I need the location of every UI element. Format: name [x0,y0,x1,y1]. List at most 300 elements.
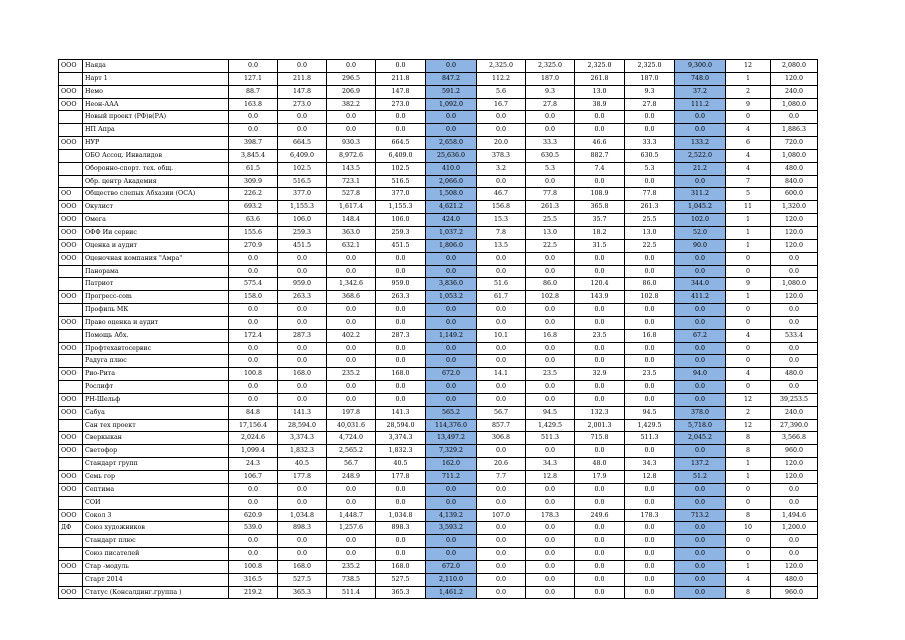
value-cell: 0.0 [376,393,426,406]
value-cell: 33.3 [526,137,575,150]
value-cell: 516.5 [376,175,426,188]
organization-name-cell: Сверкыкан [83,432,229,445]
org-type-cell: ООО [59,226,83,239]
org-type-cell [59,278,83,291]
value-cell: 0.0 [575,124,625,137]
value-cell: 106.0 [376,214,426,227]
org-type-cell [59,496,83,509]
value-cell: 0.0 [229,496,278,509]
value-cell: 7.4 [575,162,625,175]
value-cell: 0.0 [376,265,426,278]
value-cell: 7 [726,175,771,188]
value-cell: 0.0 [327,535,376,548]
table-row [59,214,818,227]
value-cell: 16.7 [477,98,526,111]
table-row [59,201,818,214]
value-cell: 0.0 [278,535,327,548]
value-cell: 0.0 [625,445,675,458]
value-cell: 0.0 [327,124,376,137]
value-cell: 0.0 [625,265,675,278]
value-cell: 6,409.0 [376,149,426,162]
value-cell: 0.0 [526,252,575,265]
table-row [59,239,818,252]
value-cell: 0.0 [625,496,675,509]
value-cell: 2 [726,406,771,419]
org-type-cell: ООО [59,483,83,496]
value-cell: 63.6 [229,214,278,227]
org-type-cell: ООО [59,586,83,599]
value-cell: 23.5 [575,329,625,342]
total-cell: 3,836.0 [426,278,477,291]
value-cell: 177.8 [278,471,327,484]
value-cell: 959.0 [278,278,327,291]
total-cell: 13,497.2 [426,432,477,445]
organization-name-cell: Помощь Абх. [83,329,229,342]
value-cell: 0.0 [376,381,426,394]
value-cell: 5 [726,188,771,201]
organization-name-cell: Омега [83,214,229,227]
value-cell: 23.5 [625,368,675,381]
value-cell: 527.8 [327,188,376,201]
value-cell: 46.7 [477,188,526,201]
total-cell: 137.2 [675,458,726,471]
value-cell: 34.3 [625,458,675,471]
total-cell: 0.0 [675,304,726,317]
org-type-cell: ООО [59,471,83,484]
value-cell: 1,080.0 [771,278,818,291]
table-row [59,175,818,188]
value-cell: 14.1 [477,368,526,381]
value-cell: 8 [726,445,771,458]
total-cell: 424.0 [426,214,477,227]
value-cell: 511.3 [526,432,575,445]
value-cell: 33.3 [625,137,675,150]
value-cell: 4 [726,368,771,381]
value-cell: 0.0 [575,548,625,561]
org-type-cell: ОО [59,188,83,201]
value-cell: 61.7 [477,291,526,304]
value-cell: 259.3 [278,226,327,239]
organization-name-cell: НУР [83,137,229,150]
total-cell: 3,593.2 [426,522,477,535]
value-cell: 273.0 [278,98,327,111]
value-cell: 365.3 [278,586,327,599]
total-cell: 0.0 [675,522,726,535]
value-cell: 306.8 [477,432,526,445]
table-row [59,419,818,432]
value-cell: 0.0 [625,111,675,124]
table-row [59,432,818,445]
table-row [59,124,818,137]
table-row [59,316,818,329]
value-cell: 0.0 [229,483,278,496]
value-cell: 0.0 [229,124,278,137]
value-cell: 178.3 [526,509,575,522]
value-cell: 0.0 [526,393,575,406]
org-type-cell [59,548,83,561]
value-cell: 127.1 [229,72,278,85]
value-cell: 0.0 [526,522,575,535]
value-cell: 0.0 [526,381,575,394]
value-cell: 398.7 [229,137,278,150]
value-cell: 187.0 [526,72,575,85]
value-cell: 5.3 [526,162,575,175]
total-cell: 2,045.2 [675,432,726,445]
total-cell: 67.2 [675,329,726,342]
total-cell: 0.0 [675,573,726,586]
total-cell: 52.0 [675,226,726,239]
value-cell: 120.0 [771,226,818,239]
value-cell: 0.0 [327,355,376,368]
org-type-cell: ООО [59,201,83,214]
organization-name-cell: ОФФ Ии сервис [83,226,229,239]
value-cell: 0.0 [477,381,526,394]
value-cell: 0.0 [376,535,426,548]
value-cell: 4 [726,573,771,586]
organization-name-cell: НП Апра [83,124,229,137]
value-cell: 0.0 [229,316,278,329]
value-cell: 6,409.0 [278,149,327,162]
value-cell: 120.0 [771,214,818,227]
value-cell: 1 [726,458,771,471]
table-row [59,149,818,162]
organization-name-cell: Стандарт плюс [83,535,229,548]
value-cell: 102.5 [376,162,426,175]
org-type-cell: ООО [59,560,83,573]
value-cell: 959.0 [376,278,426,291]
value-cell: 0.0 [575,496,625,509]
organization-name-cell: Радуга плюс [83,355,229,368]
value-cell: 316.5 [229,573,278,586]
total-cell: 0.0 [426,355,477,368]
value-cell: 206.9 [327,85,376,98]
value-cell: 0.0 [526,548,575,561]
value-cell: 0 [726,496,771,509]
value-cell: 168.0 [376,560,426,573]
value-cell: 1,080.0 [771,149,818,162]
value-cell: 100.8 [229,560,278,573]
value-cell: 270.9 [229,239,278,252]
value-cell: 2,325.0 [477,60,526,73]
value-cell: 693.2 [229,201,278,214]
org-type-cell [59,149,83,162]
value-cell: 12 [726,393,771,406]
value-cell: 0.0 [575,586,625,599]
value-cell: 0.0 [376,483,426,496]
total-cell: 2,066.0 [426,175,477,188]
value-cell: 511.4 [327,586,376,599]
total-cell: 0.0 [675,342,726,355]
organization-name-cell: Патриот [83,278,229,291]
org-type-cell [59,304,83,317]
value-cell: 5.3 [625,162,675,175]
value-cell: 575.4 [229,278,278,291]
organization-name-cell: Семь гор [83,471,229,484]
value-cell: 0.0 [575,522,625,535]
value-cell: 480.0 [771,573,818,586]
value-cell: 365.3 [376,586,426,599]
org-type-cell [59,111,83,124]
total-cell: 672.0 [426,560,477,573]
value-cell: 0.0 [526,573,575,586]
value-cell: 94.5 [625,406,675,419]
value-cell: 172.4 [229,329,278,342]
value-cell: 0 [726,535,771,548]
value-cell: 86.0 [526,278,575,291]
value-cell: 0.0 [477,342,526,355]
value-cell: 0.0 [327,60,376,73]
table-row [59,342,818,355]
value-cell: 2,325.0 [625,60,675,73]
org-type-cell [59,72,83,85]
table-row [59,72,818,85]
value-cell: 1 [726,214,771,227]
org-type-cell: ООО [59,368,83,381]
value-cell: 0 [726,342,771,355]
value-cell: 1 [726,560,771,573]
value-cell: 2 [726,85,771,98]
organization-name-cell: Светофор [83,445,229,458]
value-cell: 259.3 [376,226,426,239]
value-cell: 34.3 [526,458,575,471]
total-cell: 2,658.0 [426,137,477,150]
value-cell: 0.0 [477,586,526,599]
value-cell: 141.3 [278,406,327,419]
total-cell: 2,522.0 [675,149,726,162]
total-cell: 411.2 [675,291,726,304]
table-row [59,85,818,98]
value-cell: 0.0 [575,304,625,317]
value-cell: 1 [726,72,771,85]
value-cell: 141.3 [376,406,426,419]
total-cell: 0.0 [675,265,726,278]
value-cell: 8 [726,509,771,522]
organization-name-cell: Панорама [83,265,229,278]
value-cell: 17.9 [575,471,625,484]
value-cell: 451.5 [278,239,327,252]
org-type-cell: ООО [59,252,83,265]
value-cell: 6 [726,137,771,150]
value-cell: 738.5 [327,573,376,586]
total-cell: 378.0 [675,406,726,419]
organization-name-cell: РН-Шельф [83,393,229,406]
value-cell: 378.3 [477,149,526,162]
total-cell: 0.0 [675,548,726,561]
value-cell: 1,200.0 [771,522,818,535]
value-cell: 0.0 [526,535,575,548]
value-cell: 132.3 [575,406,625,419]
organization-name-cell: Статус (Консалдинг.группа ) [83,586,229,599]
value-cell: 0.0 [625,535,675,548]
value-cell: 720.0 [771,137,818,150]
value-cell: 0.0 [771,252,818,265]
value-cell: 0.0 [625,316,675,329]
value-cell: 0.0 [625,560,675,573]
value-cell: 61.5 [229,162,278,175]
value-cell: 377.0 [376,188,426,201]
value-cell: 1,099.4 [229,445,278,458]
organization-name-cell: ОБО Ассоц. Инвалидов [83,149,229,162]
total-cell: 133.2 [675,137,726,150]
value-cell: 0.0 [625,342,675,355]
total-cell: 0.0 [675,393,726,406]
value-cell: 17,156.4 [229,419,278,432]
value-cell: 15.3 [477,214,526,227]
org-type-cell: ООО [59,137,83,150]
total-cell: 5,718.0 [675,419,726,432]
value-cell: 120.0 [771,471,818,484]
value-cell: 40.5 [278,458,327,471]
total-cell: 114,376.0 [426,419,477,432]
total-cell: 0.0 [675,381,726,394]
value-cell: 0.0 [229,381,278,394]
org-type-cell [59,265,83,278]
value-cell: 1,448.7 [327,509,376,522]
value-cell: 0.0 [625,381,675,394]
value-cell: 86.0 [625,278,675,291]
value-cell: 368.6 [327,291,376,304]
value-cell: 930.3 [327,137,376,150]
total-cell: 0.0 [426,548,477,561]
value-cell: 2,080.0 [771,60,818,73]
value-cell: 0.0 [376,355,426,368]
value-cell: 0.0 [327,265,376,278]
org-type-cell [59,458,83,471]
value-cell: 0.0 [771,496,818,509]
total-cell: 0.0 [675,124,726,137]
value-cell: 0.0 [278,304,327,317]
value-cell: 0.0 [526,560,575,573]
value-cell: 0.0 [477,535,526,548]
value-cell: 147.8 [278,85,327,98]
table-row [59,278,818,291]
organization-name-cell: Рослифт [83,381,229,394]
table-row [59,98,818,111]
value-cell: 857.7 [477,419,526,432]
value-cell: 1,034.8 [376,509,426,522]
table-row [59,265,818,278]
value-cell: 480.0 [771,368,818,381]
value-cell: 148.4 [327,214,376,227]
total-cell: 0.0 [675,496,726,509]
total-cell: 1,149.2 [426,329,477,342]
value-cell: 0.0 [625,355,675,368]
value-cell: 480.0 [771,162,818,175]
value-cell: 273.0 [376,98,426,111]
value-cell: 0.0 [278,342,327,355]
value-cell: 77.8 [625,188,675,201]
value-cell: 0.0 [278,381,327,394]
value-cell: 16.8 [526,329,575,342]
value-cell: 1,257.6 [327,522,376,535]
organization-name-cell: Неон-ААА [83,98,229,111]
value-cell: 25.5 [526,214,575,227]
org-type-cell: ООО [59,445,83,458]
value-cell: 0.0 [771,535,818,548]
value-cell: 0.0 [575,342,625,355]
value-cell: 263.3 [278,291,327,304]
value-cell: 84.8 [229,406,278,419]
value-cell: 0.0 [278,111,327,124]
org-type-cell: ООО [59,85,83,98]
value-cell: 4 [726,149,771,162]
table-row [59,304,818,317]
value-cell: 0.0 [327,496,376,509]
value-cell: 3,845.4 [229,149,278,162]
value-cell: 0.0 [625,393,675,406]
total-cell: 162.0 [426,458,477,471]
value-cell: 46.6 [575,137,625,150]
total-cell: 713.2 [675,509,726,522]
table-row [59,586,818,599]
organization-name-cell: Сан тех проект [83,419,229,432]
value-cell: 0.0 [625,124,675,137]
value-cell: 2,325.0 [526,60,575,73]
value-cell: 0 [726,355,771,368]
organization-name-cell: Нарт 1 [83,72,229,85]
value-cell: 0.0 [278,316,327,329]
value-cell: 263.3 [376,291,426,304]
value-cell: 1 [726,291,771,304]
org-type-cell: ООО [59,406,83,419]
value-cell: 27.8 [526,98,575,111]
org-type-cell [59,355,83,368]
value-cell: 168.0 [278,560,327,573]
value-cell: 261.3 [625,201,675,214]
value-cell: 120.0 [771,458,818,471]
value-cell: 0.0 [229,355,278,368]
value-cell: 0 [726,483,771,496]
org-type-cell: ООО [59,342,83,355]
org-type-cell: ООО [59,98,83,111]
value-cell: 0.0 [477,496,526,509]
value-cell: 1 [726,471,771,484]
value-cell: 107.0 [477,509,526,522]
value-cell: 1,832.3 [376,445,426,458]
value-cell: 630.5 [526,149,575,162]
org-type-cell: ООО [59,509,83,522]
table-row [59,226,818,239]
value-cell: 0.0 [376,111,426,124]
value-cell: 88.7 [229,85,278,98]
value-cell: 197.8 [327,406,376,419]
table-row [59,381,818,394]
value-cell: 27.8 [625,98,675,111]
total-cell: 51.2 [675,471,726,484]
value-cell: 38.9 [575,98,625,111]
value-cell: 296.5 [327,72,376,85]
value-cell: 156.8 [477,201,526,214]
value-cell: 0 [726,548,771,561]
value-cell: 0.0 [477,111,526,124]
organization-name-cell: Профтехавтосервис [83,342,229,355]
value-cell: 261.3 [526,201,575,214]
value-cell: 2,001.3 [575,419,625,432]
value-cell: 0.0 [278,60,327,73]
value-cell: 158.0 [229,291,278,304]
table-row [59,535,818,548]
total-cell: 37.2 [675,85,726,98]
value-cell: 10 [726,522,771,535]
value-cell: 0.0 [526,175,575,188]
value-cell: 0.0 [625,483,675,496]
value-cell: 211.8 [376,72,426,85]
org-type-cell: ООО [59,291,83,304]
value-cell: 0.0 [477,265,526,278]
total-cell: 0.0 [426,111,477,124]
value-cell: 0.0 [278,252,327,265]
total-cell: 0.0 [426,316,477,329]
